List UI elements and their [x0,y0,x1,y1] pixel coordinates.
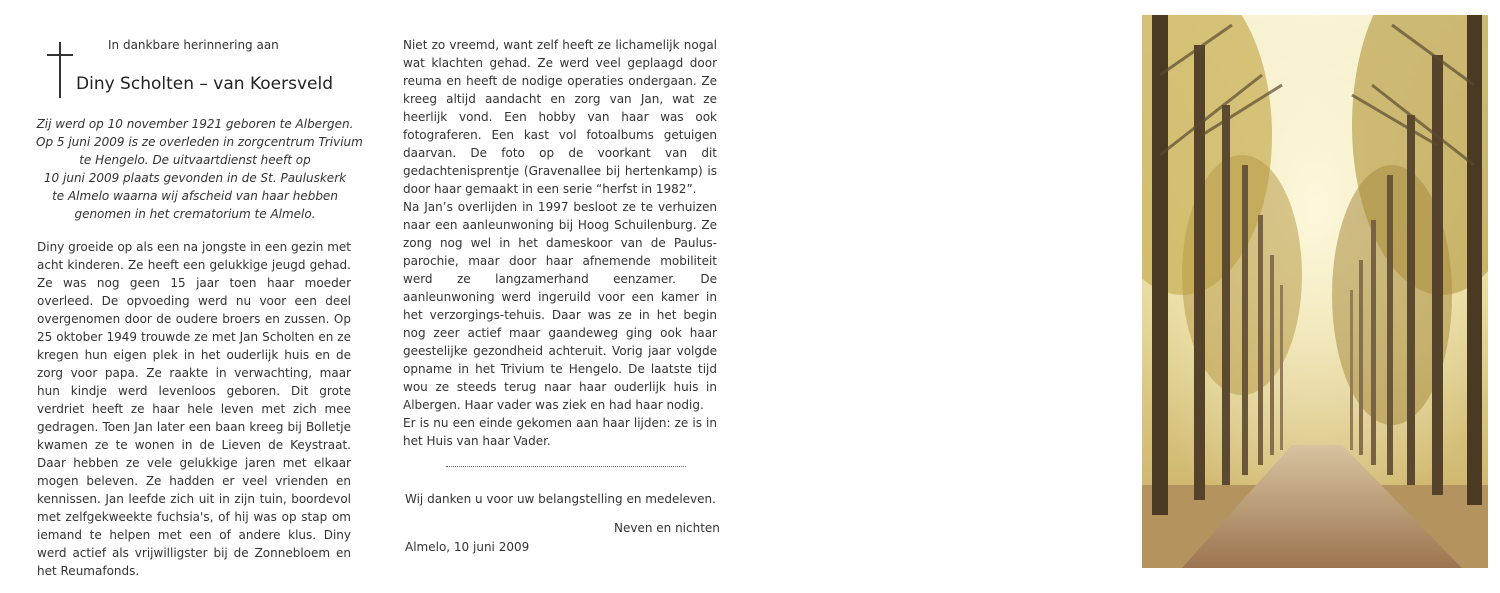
summary-line: te Hengelo. De uitvaartdienst heeft op [79,153,311,167]
biography-paragraph: Niet zo vreemd, want zelf heeft ze lichamelijk nogal wat klachten gehad. Ze werd veel geplaagd door reuma en heeft de nodige operaties ondergaan. Ze kreeg altijd aandacht en zorg van Jan, wat ze heerlijk vond. Een hobby van haar was ook fotograferen. Een kast vol fotoalbums getuigen daarvan. De foto op de voorkant van dit gedachtenisprentje (Gravenallee bij hertenkamp) is door haar gemaakt in een serie “herfst in 1982”. [403,38,717,196]
biography-part-2 [403,36,717,450]
summary-line: te Almelo waarna wij afscheid van haar hebben [52,189,338,203]
biography-paragraph: Diny groeide op als een na jongste in een gezin met acht kinderen. Ze heeft een gelukkige jeugd gehad. Ze was nog geen 15 jaar toen haar moeder overleed. De opvoeding werd nu voor een deel overgenomen door de oudere broers en zussen. Op 25 oktober 1949 trouwde ze met Jan Scholten en ze kregen hun eigen plek in het ouderlijk huis en de zorg voor papa. Ze raakte in verwachting, maar hun kindje werd levenloos geboren. Dit grote verdriet heeft ze haar hele leven met zich mee gedragen. Toen Jan later een baan kreeg bij Bolletje kwamen ze te wonen in de Lieven de Keystraat. Daar hebben ze vele gelukkige jaren met elkaar mogen beleven. Ze hadden er veel vrienden en kennissen. Jan leefde zich uit in zijn tuin, boordevol met zelfgekweekte fuchsia's, of hij was op stap om iemand te helpen met een of andere klus. Diny werd actief als vrijwilligster bij de Zonnebloem en het Reumafonds. [37,240,351,578]
deceased-name: Diny Scholten – van Koersveld [76,74,333,94]
summary-line: genomen in het crematorium te Almelo. [74,207,316,221]
intro-text: In dankbare herinnering aan [108,38,279,52]
place-date: Almelo, 10 juni 2009 [405,540,530,554]
avenue-photo [1142,15,1488,568]
summary-line: Zij werd op 10 november 1921 geboren te Albergen. [36,117,354,131]
cross-icon [47,42,73,98]
signature: Neven en nichten [614,521,720,535]
biography-paragraph: Na Jan’s overlijden in 1997 besloot ze te verhuizen naar een aanleunwoning bij Hoog Schuilenburg. Ze zong nog wel in het dameskoor van de Paulus-parochie, maar door haar afnemende mobiliteit werd ze langzamerhand eenzamer. De aanleunwoning werd ingeruild voor een kamer in het verzorgings-tehuis. Daar was ze in het begin nog zeer actief maar gaandeweg ging ook haar geestelijke gezondheid achteruit. Vorig jaar volgde opname in het Trivium te Hengelo. De laatste tijd wou ze steeds terug naar haar ouderlijk huis in Albergen. Haar vader was ziek en had haar nodig. [403,200,717,412]
summary-line: 10 juni 2009 plaats gevonden in de St. Pauluskerk [43,171,347,185]
thanks-text: Wij danken u voor uw belangstelling en medeleven. [405,492,716,506]
biography-part-1 [37,238,351,580]
dotted-divider [446,466,686,467]
biography-paragraph: Er is nu een einde gekomen aan haar lijden: ze is in het Huis van haar Vader. [403,416,717,448]
summary-line: Op 5 juni 2009 is ze overleden in zorgcentrum Trivium [36,135,363,149]
life-summary [36,115,363,223]
